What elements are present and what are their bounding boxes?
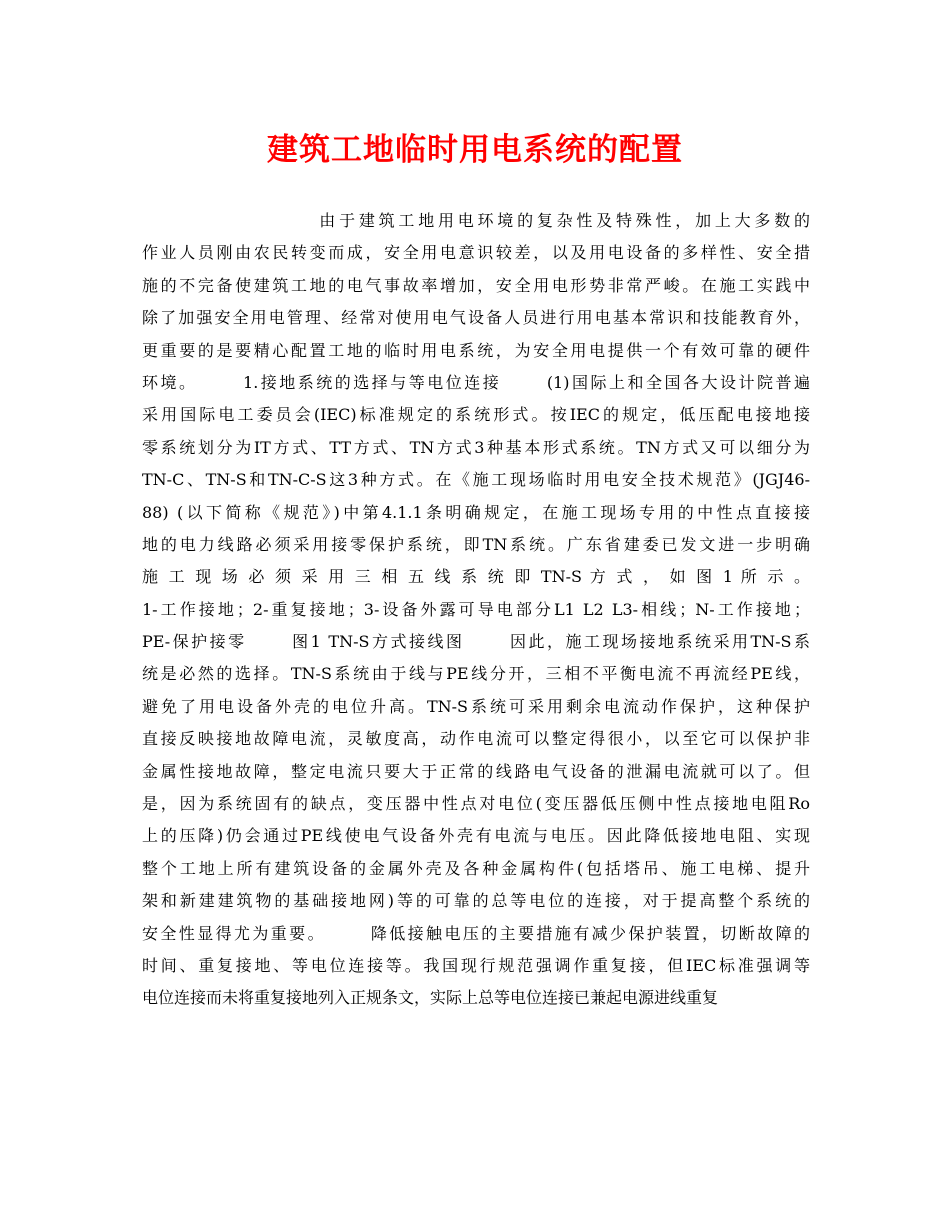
body-line: 避免了用电设备外壳的电位升高。TN-S系统可采用剩余电流动作保护，这种保护 xyxy=(142,696,810,716)
body-line: 是，因为系统固有的缺点，变压器中性点对电位(变压器低压侧中性点接地电阻Ro xyxy=(142,794,810,814)
document-body xyxy=(142,205,810,1015)
body-line: PE-保护接零 图1 TN-S方式接线图 因此，施工现场接地系统采用TN-S系 xyxy=(142,632,810,652)
body-line: 88) (以下简称《规范》)中第4.1.1条明确规定，在施工现场专用的中性点直接接 xyxy=(142,502,810,522)
body-line: 1-工作接地；2-重复接地；3-设备外露可导电部分L1 L2 L3-相线；N-工作接地； xyxy=(142,599,810,619)
body-line: 作业人员刚由农民转变而成，安全用电意识较差，以及用电设备的多样性、安全措 xyxy=(142,243,810,263)
body-line: 电位连接而未将重复接地列入正规条文，实际上总等电位连接已兼起电源进线重复 xyxy=(142,988,719,1008)
body-line: 地的电力线路必须采用接零保护系统，即TN系统。广东省建委已发文进一步明确 xyxy=(142,534,810,554)
body-line: 采用国际电工委员会(IEC)标准规定的系统形式。按IEC的规定，低压配电接地接 xyxy=(142,405,810,425)
body-line: 时间、重复接地、等电位连接等。我国现行规范强调作重复接，但IEC标准强调等 xyxy=(142,955,810,975)
body-line: 更重要的是要精心配置工地的临时用电系统，为安全用电提供一个有效可靠的硬件 xyxy=(142,340,810,360)
body-line: 由于建筑工地用电环境的复杂性及特殊性，加上大多数的 xyxy=(142,211,810,230)
body-line: TN-C、TN-S和TN-C-S这3种方式。在《施工现场临时用电安全技术规范》(JGJ46- xyxy=(142,470,810,490)
body-line: 施的不完备使建筑工地的电气事故率增加，安全用电形势非常严峻。在施工实践中 xyxy=(142,275,810,295)
body-line: 架和新建建筑物的基础接地网)等的可靠的总等电位的连接，对于提高整个系统的 xyxy=(142,891,810,911)
body-line: 金属性接地故障，整定电流只要大于正常的线路电气设备的泄漏电流就可以了。但 xyxy=(142,761,810,781)
body-line: 施 工 现 场 必 须 采 用 三 相 五 线 系 统 即 TN-S 方 式 ， 如 图 1 所 示 。 xyxy=(142,567,810,587)
body-line: 上的压降)仍会通过PE线使电气设备外壳有电流与电压。因此降低接地电阻、实现 xyxy=(142,826,810,846)
body-line: 统是必然的选择。TN-S系统由于线与PE线分开，三相不平衡电流不再流经PE线， xyxy=(142,664,810,684)
body-line: 安全性显得尤为重要。 降低接触电压的主要措施有减少保护装置，切断故障的 xyxy=(142,923,810,943)
body-line: 直接反映接地故障电流，灵敏度高，动作电流可以整定得很小，以至它可以保护非 xyxy=(142,729,810,749)
body-line: 零系统划分为IT方式、TT方式、TN方式3种基本形式系统。TN方式又可以细分为 xyxy=(142,437,810,457)
document-title: 建筑工地临时用电系统的配置 xyxy=(267,132,683,168)
body-line: 整个工地上所有建筑设备的金属外壳及各种金属构件(包括塔吊、施工电梯、提升 xyxy=(142,858,810,878)
body-line: 除了加强安全用电管理、经常对使用电气设备人员进行用电基本常识和技能教育外， xyxy=(142,308,810,328)
body-line: 环境。 1.接地系统的选择与等电位连接 (1)国际上和全国各大设计院普遍 xyxy=(142,372,810,392)
